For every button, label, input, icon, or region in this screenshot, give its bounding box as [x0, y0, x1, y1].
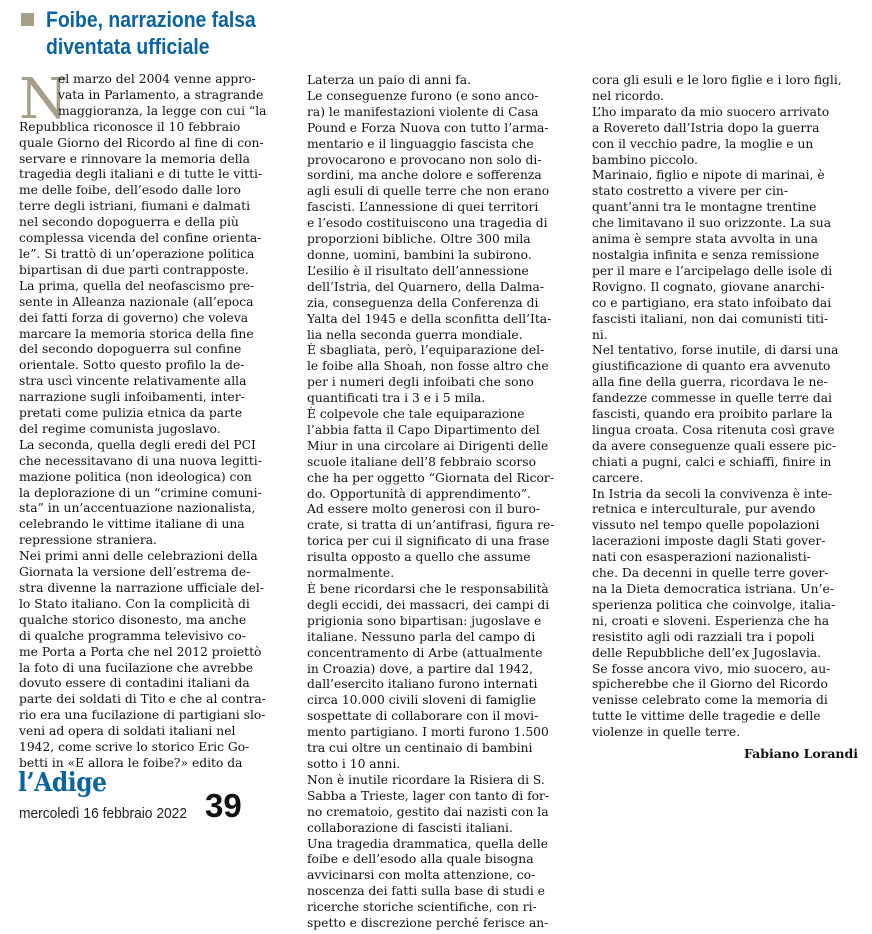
text-line: lingua croata. Cosa ritenuta così grave — [592, 422, 835, 437]
text-line: celebrando le vittime italiane di una — [19, 517, 245, 532]
text-line: Sabba a Trieste, lager con tanto di for- — [307, 788, 550, 803]
text-line: di qualche programma televisivo co- — [19, 628, 246, 643]
text-line: dell’Istria, del Quarnero, della Dalma- — [307, 279, 545, 294]
text-line: giustificazione di quanto era avvenuto — [592, 359, 831, 374]
text-line: ni, croati e sloveni. Esperienza che ha — [592, 613, 830, 628]
title-marker — [21, 13, 34, 26]
text-line: me Porta a Porta che nel 2012 proiettò — [19, 644, 262, 659]
text-line: Nel tentativo, forse inutile, di darsi una — [592, 343, 839, 358]
text-line: spetto e discrezione perché ferisce an- — [307, 916, 549, 931]
text-line: tra cui oltre un centinaio di bambini — [307, 741, 533, 756]
text-line: no crematoio, gestito dai nazisti con la — [307, 804, 549, 819]
text-line: na la Dieta democratica istriana. Un’e- — [592, 582, 834, 596]
text-line: le”. Si trattò di un’operazione politica — [19, 246, 255, 261]
text-line: Rovigno. Il cognato, giovane anarchi- — [592, 279, 825, 294]
text-line: narrazione sugli infoibamenti, inter- — [19, 390, 245, 405]
text-line: circa 10.000 civili sloveni di famiglie — [307, 693, 537, 708]
text-line: prigionia sono bipartisan: jugoslave e — [307, 613, 542, 628]
text-line: che ha per oggetto “Giornata del Ricor- — [307, 470, 554, 485]
text-line: bipartisan di due parti contrapposte. — [19, 262, 249, 277]
text-line: Laterza un paio di anni fa. — [307, 73, 472, 87]
text-line: tragedia degli italiani e di tutte le vitti- — [19, 167, 263, 182]
text-line: mentario e il linguaggio fascista che — [307, 136, 534, 151]
text-line: È sbagliata, però, l’equiparazione del- — [307, 343, 545, 358]
text-line: vata in Parlamento, a stragrande — [58, 87, 264, 102]
text-line: scuole italiane dell’8 febbraio scorso — [307, 454, 537, 469]
text-line: la foto di una fucilazione che avrebbe — [19, 660, 254, 675]
text-line: agli esuli di quelle terre che non erano — [307, 184, 550, 199]
text-line: stra divenne la narrazione ufficiale del- — [19, 581, 264, 595]
text-line: co e partigiano, era stato infoibato dai — [592, 295, 832, 310]
text-line: a Rovereto dall’Istria dopo la guerra — [592, 120, 820, 135]
text-line: La seconda, quella degli eredi del PCI — [19, 437, 256, 452]
text-line: fascisti. L’annessione di quei territori — [307, 200, 539, 215]
text-line: chiati a pugni, calci e schiaffi, finire in — [592, 454, 832, 469]
text-line: del secondo dopoguerra sul confine — [19, 342, 242, 357]
text-line: nel secondo dopoguerra e della più — [19, 215, 239, 230]
text-line: Repubblica riconosce il 10 febbraio — [19, 119, 241, 134]
text-line: mazione politica (non ideologica) con — [19, 469, 252, 484]
text-line: dall’esercito italiano furono internati — [307, 677, 538, 692]
text-line: sperienza politica che coinvolge, italia- — [592, 597, 836, 612]
text-line: Marinaio, figlio e nipote di marinai, è — [592, 168, 825, 183]
text-line: carcere. — [592, 470, 644, 485]
text-line: in Croazia) dove, a partire dal 1942, — [307, 661, 534, 676]
issue-date: mercoledì 16 febbraio 2022 — [19, 805, 188, 822]
text-line: lia nella seconda guerra mondiale. — [307, 327, 523, 342]
author-signature: Fabiano Lorandi — [743, 746, 858, 761]
text-line: Le conseguenze furono (e sono anco- — [307, 88, 539, 103]
text-line: sospettate di collaborare con il movi- — [307, 709, 539, 724]
text-line: orientale. Sotto questo profilo la de- — [19, 358, 245, 373]
text-line: collaborazione di fascisti italiani. — [307, 820, 513, 835]
text-line: Ad essere molto generosi con il buro- — [307, 502, 541, 517]
text-line: retnica e interculturale, pur avendo — [592, 502, 816, 517]
text-line: qualche storico disonesto, ma anche — [19, 612, 247, 627]
text-line: la deplorazione di un “crimine comuni- — [19, 485, 262, 500]
text-line: Nei primi anni delle celebrazioni della — [19, 549, 258, 564]
text-line: fascisti, quando era proibito parlare la — [592, 407, 833, 422]
text-line: e l’esodo costituiscono una tragedia di — [307, 216, 548, 231]
text-line: lo Stato italiano. Con la complicità di — [19, 596, 250, 611]
text-line: crate, si tratta di un’antifrasi, figura re- — [307, 518, 555, 533]
text-line: Giornata la versione dell’estrema de- — [19, 565, 251, 580]
text-line: In Istria da secoli la convivenza è inte- — [592, 486, 833, 501]
text-line: stato costretto a vivere per cin- — [592, 184, 788, 199]
text-line: avvicinarsi con molta attenzione, co- — [307, 868, 536, 883]
page-number: 39 — [205, 787, 242, 824]
text-line: servare e rinnovare la memoria della — [19, 151, 250, 166]
text-line: sordini, ma anche dolore e sofferenza — [307, 168, 542, 183]
text-line: che. Da decenni in quelle terre gover- — [592, 566, 829, 581]
article-column-1 — [19, 67, 277, 772]
text-line: risulta opposto a quello che assume — [307, 550, 531, 565]
text-line: sente in Alleanza nazionale (all’epoca — [19, 294, 254, 309]
text-line: vissuto nel tempo quelle popolazioni — [592, 518, 820, 533]
title-line-2: diventata ufficiale — [46, 34, 210, 59]
article-column-3 — [592, 73, 860, 741]
text-line: betti in «E allora le foibe?» edito da — [19, 755, 243, 770]
title-line-1: Foibe, narrazione falsa — [46, 7, 256, 32]
text-line: maggioranza, la legge con cui “la — [58, 103, 267, 118]
text-line: cora gli esuli e le loro figlie e i loro figli, — [592, 73, 842, 87]
text-line: sta” in un’accentuazione nazionalista, — [19, 501, 256, 516]
text-line: do. Opportunità di apprendimento”. — [307, 486, 531, 501]
text-line: provocarono e provocano non solo di- — [307, 152, 542, 167]
text-line: me delle foibe, dell’esodo dalle loro — [19, 183, 241, 198]
text-line: per il mare e l’arcipelago delle isole di — [592, 263, 833, 278]
text-line: rio era una fucilazione di partigiani slo- — [19, 708, 266, 723]
text-line: anima è sempre stata avvolta in una — [592, 232, 818, 247]
text-line: Yalta del 1945 e della sconfitta dell’Ita- — [307, 311, 552, 326]
text-line: È bene ricordarsi che le responsabilità — [307, 582, 549, 596]
text-line: dei fatti forza di governo) che voleva — [19, 310, 249, 325]
text-line: per i numeri degli infoibati che sono — [307, 375, 534, 390]
text-line: Pound e Forza Nuova con tutto l’arma- — [307, 120, 549, 135]
text-line: tutte le vittime delle tragedie e delle — [592, 709, 821, 724]
text-line: 1942, come scrive lo storico Eric Go- — [19, 740, 250, 755]
text-line: da avere conseguenze quali essere pic- — [592, 438, 837, 453]
text-line: bambino piccolo. — [592, 152, 698, 167]
text-line: violenze in quelle terre. — [592, 725, 741, 740]
text-line: italiane. Nessuno parla del campo di — [307, 629, 536, 644]
text-line: L’esilio è il risultato dell’annessione — [307, 263, 529, 278]
text-line: veni ad opera di soldati italiani nel — [19, 724, 236, 739]
newspaper-masthead: l’Adige — [18, 768, 107, 798]
text-line: quantificati tra i 3 e i 5 mila. — [307, 391, 486, 406]
text-line: pretati come pulizia etnica da parte — [19, 406, 243, 421]
text-line: alla fine della guerra, ricordava le ne- — [592, 375, 828, 390]
text-line: normalmente. — [307, 566, 395, 581]
text-line: concentramento di Arbe (attualmente — [307, 645, 543, 660]
text-line: sotto i 10 anni. — [307, 756, 401, 771]
text-line: le foibe alla Shoah, non fosse altro che — [307, 359, 549, 374]
text-line: fascisti italiani, non dai comunisti titi- — [592, 311, 829, 326]
text-line: Non è inutile ricordare la Risiera di S. — [307, 772, 545, 787]
text-line: l’abbia fatta il Capo Dipartimento del — [307, 422, 540, 437]
text-line: donne, uomini, bambini la subirono. — [307, 247, 532, 262]
text-line: terre degli istriani, fiumani e dalmati — [19, 199, 251, 214]
text-line: stra uscì vincente relativamente alla — [19, 374, 247, 389]
text-line: fandezze commesse in quelle terre dai — [592, 391, 832, 406]
text-line: Miur in una circolare ai Dirigenti delle — [307, 438, 549, 453]
text-line: spicherebbe che il Giorno del Ricordo — [592, 677, 828, 692]
text-line: zia, conseguenza della Conferenza di — [307, 295, 539, 310]
text-line: degli eccidi, dei massacri, dei campi di — [307, 597, 550, 612]
text-line: lacerazioni imposte dagli Stati gover- — [592, 534, 826, 549]
text-line: con il vecchio padre, la moglie e un — [592, 136, 814, 151]
text-line: complessa vicenda del confine orienta- — [19, 231, 262, 246]
text-line: mento partigiano. I morti furono 1.500 — [307, 725, 549, 740]
text-line: È colpevole che tale equiparazione — [307, 407, 525, 422]
text-line: proporzioni bibliche. Oltre 300 mila — [307, 232, 531, 247]
text-line: venisse celebrato come la memoria di — [592, 693, 828, 708]
text-line: repressione straniera. — [19, 533, 157, 548]
text-line: nati con esasperazioni nazionalisti- — [592, 550, 811, 565]
text-line: La prima, quella del neofascismo pre- — [19, 278, 255, 293]
text-line: L’ho imparato da mio suocero arrivato — [592, 104, 830, 119]
text-line: che limitavano il suo orizzonte. La sua — [592, 216, 832, 231]
text-line: torica per cui il significato di una frase — [307, 534, 550, 549]
text-line: ricerche storiche scientifiche, con ri- — [307, 900, 537, 915]
text-line: nostalgia infinita e senza remissione — [592, 247, 820, 262]
text-line: parte dei soldati di Tito e che al contra- — [19, 692, 266, 707]
text-line: resistito agli odi razziali tra i popoli — [592, 629, 815, 644]
text-line: Se fosse ancora vivo, mio suocero, au- — [592, 661, 831, 676]
text-line: foibe e dell’esodo alla quale bisogna — [307, 852, 534, 867]
text-line: Una tragedia drammatica, quella delle — [307, 836, 548, 851]
text-line: del regime comunista jugoslavo. — [19, 421, 221, 436]
text-line: el marzo del 2004 venne appro- — [58, 72, 256, 86]
text-line: marcare la memoria storica della fine — [19, 326, 254, 341]
drop-cap: N — [19, 67, 68, 132]
text-line: ra) le manifestazioni violente di Casa — [307, 104, 539, 119]
text-line: ni. — [592, 327, 608, 342]
text-line: dovuto essere di contadini italiani da — [19, 676, 250, 691]
article-column-2 — [307, 73, 575, 932]
text-line: nel ricordo. — [592, 88, 664, 103]
text-line: che necessitavano di una nuova legitti- — [19, 453, 262, 468]
text-line: delle Repubbliche dell’ex Jugoslavia. — [592, 645, 821, 660]
text-line: quale Giorno del Ricordo al fine di con- — [19, 135, 264, 150]
text-line: noscenza dei fatti sulla base di studi e — [307, 884, 545, 899]
text-line: quant’anni tra le montagne trentine — [592, 200, 817, 215]
article-title — [46, 6, 256, 60]
